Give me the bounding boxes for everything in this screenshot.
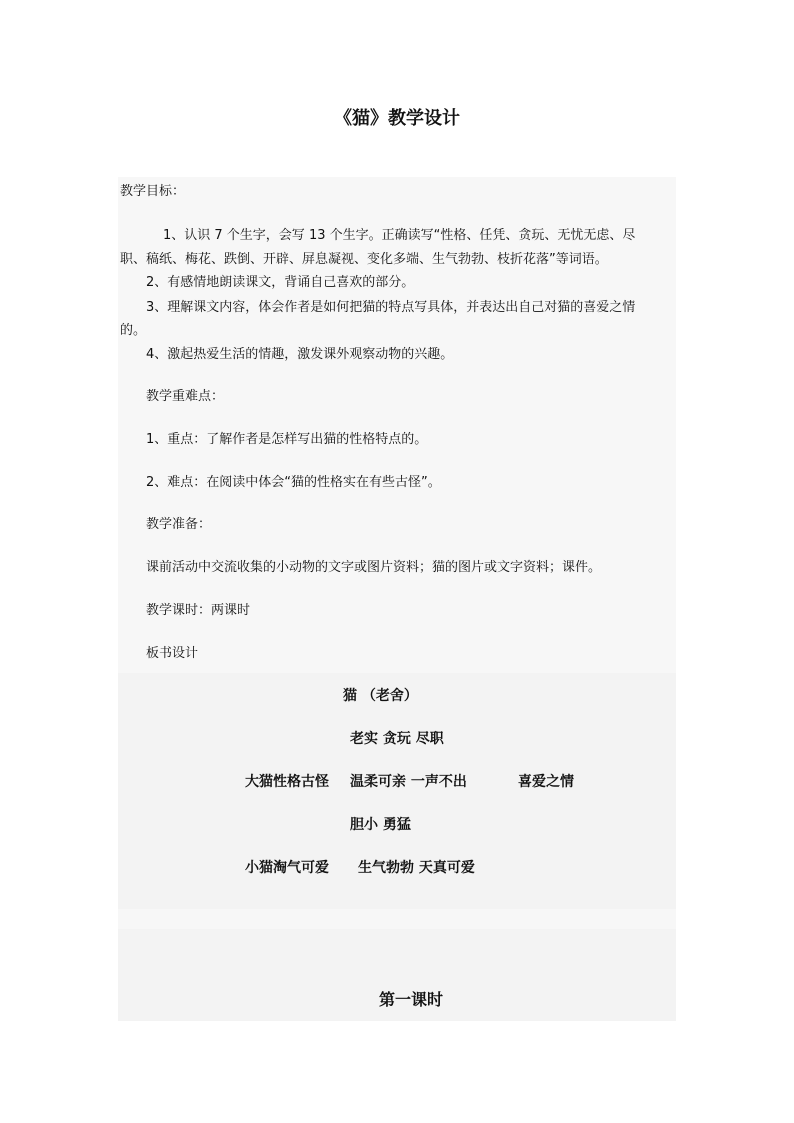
- goal-4: 4、激起热爱生活的情趣，激发课外观察动物的兴趣。: [146, 347, 454, 362]
- board-line-3-right: 喜爱之情: [518, 774, 574, 790]
- board-line-1: 猫 （老舍）: [343, 688, 418, 704]
- goals-heading: 教学目标：: [120, 184, 186, 199]
- key-point-1: 1、重点：了解作者是怎样写出猫的性格特点的。: [146, 432, 428, 447]
- preparation-text: 课前活动中交流收集的小动物的文字或图片资料；猫的图片或文字资料；课件。: [146, 560, 602, 575]
- preparation-heading: 教学准备：: [146, 517, 212, 532]
- goal-2: 2、有感情地朗读课文，背诵自己喜欢的部分。: [146, 275, 415, 290]
- board-line-5-right: 生气勃勃 天真可爱: [358, 860, 475, 876]
- goal-1-line-1: 1、认识 7 个生字，会写 13 个生字。正确读写“性格、任凭、贪玩、无忧无虑、尽: [163, 228, 636, 243]
- lesson-hours: 教学课时：两课时: [146, 603, 251, 618]
- board-line-2: 老实 贪玩 尽职: [350, 731, 444, 747]
- board-line-3-middle: 温柔可亲 一声不出: [350, 774, 467, 790]
- board-heading: 板书设计: [146, 646, 199, 661]
- document-title: 《猫》教学设计: [334, 108, 460, 129]
- goal-3-line-1: 3、理解课文内容，体会作者是如何把猫的特点写具体，并表达出自己对猫的喜爱之情: [146, 300, 636, 315]
- goal-3-line-2: 的。: [120, 323, 147, 338]
- lesson-1-heading: 第一课时: [379, 990, 444, 1009]
- board-line-3-left: 大猫性格古怪: [245, 774, 329, 790]
- content-panel: [118, 177, 676, 1021]
- goal-1-line-2: 职、稿纸、梅花、跌倒、开辟、屏息凝视、变化多端、生气勃勃、枝折花落”等词语。: [120, 252, 608, 267]
- board-line-4: 胆小 勇猛: [350, 817, 411, 833]
- key-points-heading: 教学重难点：: [146, 389, 225, 404]
- board-line-5-left: 小猫淘气可爱: [245, 860, 329, 876]
- key-point-2: 2、难点：在阅读中体会“猫的性格实在有些古怪”。: [146, 475, 441, 490]
